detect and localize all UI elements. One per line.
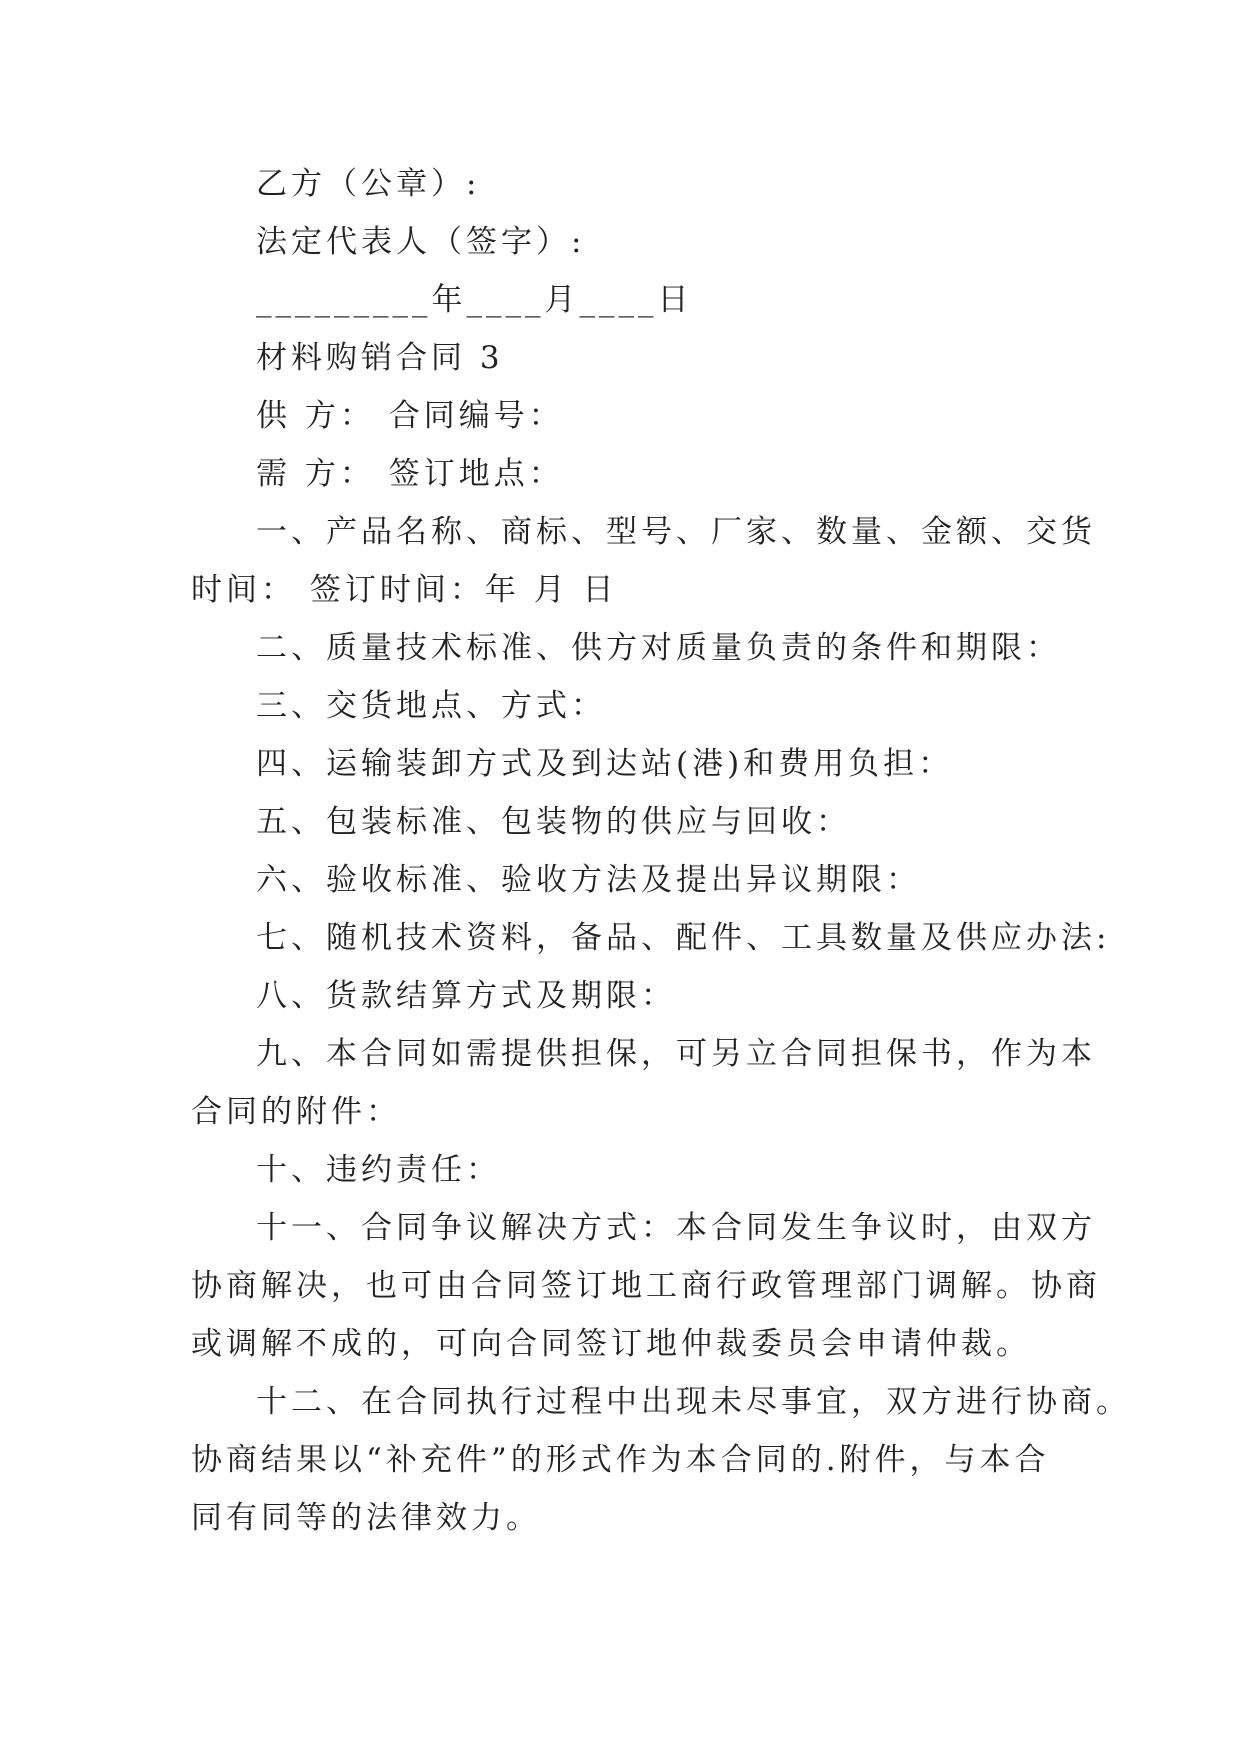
clause-1-line-2: 时间： 签订时间：年 月 日	[191, 572, 618, 608]
contract-title: 材料购销合同 3	[256, 340, 504, 376]
clause-11-line-1: 十一、合同争议解决方式：本合同发生争议时，由双方	[256, 1210, 1096, 1246]
date-line: _________年____月____日	[256, 282, 693, 318]
clause-9-line-1: 九、本合同如需提供担保，可另立合同担保书，作为本	[256, 1036, 1096, 1072]
legal-representative-line: 法定代表人（签字）:	[256, 224, 586, 260]
clause-2: 二、质量技术标准、供方对质量负责的条件和期限：	[256, 630, 1061, 666]
clause-1-line-1: 一、产品名称、商标、型号、厂家、数量、金额、交货	[256, 514, 1096, 550]
clause-11-line-2: 协商解决，也可由合同签订地工商行政管理部门调解。协商	[191, 1268, 1101, 1304]
clause-9-line-2: 合同的附件：	[191, 1094, 401, 1130]
clause-3: 三、交货地点、方式：	[256, 688, 606, 724]
clause-4: 四、运输装卸方式及到达站(港)和费用负担：	[256, 746, 954, 782]
buyer-line: 需 方： 签订地点：	[256, 456, 564, 492]
clause-12-line-1: 十二、在合同执行过程中出现未尽事宜，双方进行协商。	[256, 1384, 1131, 1420]
clause-6: 六、验收标准、验收方法及提出异议期限：	[256, 862, 921, 898]
clause-7: 七、随机技术资料，备品、配件、工具数量及供应办法:	[256, 920, 1111, 956]
clause-8: 八、货款结算方式及期限：	[256, 978, 676, 1014]
clause-12-line-2: 协商结果以“补充件”的形式作为本合同的.附件，与本合	[191, 1442, 1050, 1478]
party-b-seal-line: 乙方（公章）:	[256, 166, 481, 202]
supplier-line: 供 方： 合同编号：	[256, 398, 564, 434]
clause-10: 十、违约责任：	[256, 1152, 501, 1188]
clause-5: 五、包装标准、包装物的供应与回收：	[256, 804, 851, 840]
clause-12-line-3: 同有同等的法律效力。	[191, 1500, 541, 1536]
clause-11-line-3: 或调解不成的，可向合同签订地仲裁委员会申请仲裁。	[191, 1326, 1031, 1362]
